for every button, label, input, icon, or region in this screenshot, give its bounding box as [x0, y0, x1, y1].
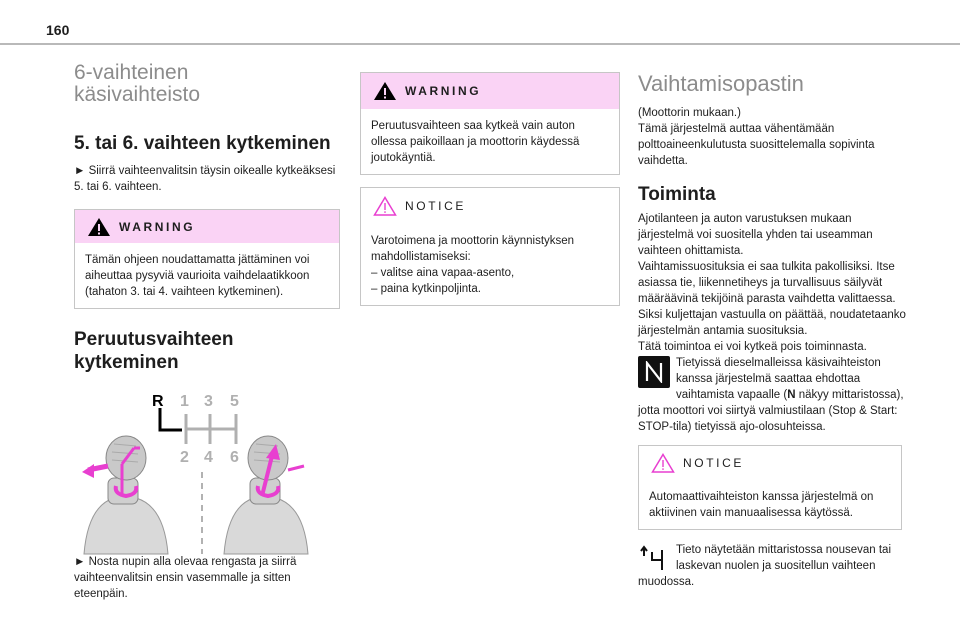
warning-icon	[373, 81, 397, 101]
subhead-reverse-line: Peruutusvaihteen	[74, 329, 234, 350]
warning-header	[361, 73, 619, 109]
section-title-line: 6-vaihteinen	[74, 61, 189, 84]
notice-box	[360, 187, 620, 306]
toiminta-paragraph: Ajotilanteen ja auton varustuksen mukaan järjestelmä voi suositella yhden tai useamman vaihteen ohittamista. Vaihtamissuosituksia ei saa tulkita pakollisiksi. Itse asiassa tie, liikennetiheys ja turvallisuus säilyvät määräävinä tekijöinä parasta vaihdetta valittaessa. Siksi kuljettajan vastuulla on päättää, noudatetaanko järjestelmän antamia suosituksia. Tätä toimintoa ei voi kytkeä pois toiminnasta.	[638, 213, 906, 353]
notice-body	[361, 224, 619, 305]
warning-title: WARNING	[405, 84, 482, 98]
neutral-note-end: näkyy mittaristossa), jotta moottori voi siirtyä valmiustilaan (Stop & Start: STOP-tila) tietyissä ajo-olosuhteissa.	[638, 389, 904, 433]
section-title	[74, 62, 340, 106]
warning-header	[75, 210, 339, 243]
column-3	[638, 73, 908, 590]
gear-label-6: 6	[230, 449, 239, 466]
display-note-text: Tieto näytetään mittaristossa nousevan tai laskevan nuolen ja suositellun vaihteen muodossa.	[638, 544, 891, 588]
gear-indicator-icon	[638, 544, 670, 574]
column-2	[360, 72, 620, 306]
intro-text: (Moottorin mukaan.) Tämä järjestelmä auttaa vähentämään polttoaineenkulutusta suosittelemalla sopivinta vaihdetta.	[638, 107, 875, 167]
notice-text: Automaattivaihteiston kanssa järjestelmä on aktiivinen vain manuaalisessa käytössä.	[649, 491, 874, 519]
display-note	[638, 542, 908, 590]
notice-icon	[373, 196, 397, 216]
warning-text: Peruutusvaihteen saa kytkeä vain auton ollessa paikoillaan ja moottorin käydessä joutokäyntiä.	[371, 120, 580, 164]
neutral-note	[638, 355, 908, 435]
notice-header	[639, 446, 901, 480]
warning-box	[74, 209, 340, 309]
gear-label-1: 1	[180, 393, 189, 410]
notice-box	[638, 445, 902, 530]
gear-label-5: 5	[230, 393, 239, 410]
gear-label-3: 3	[204, 393, 213, 410]
gear-label-r: R	[152, 393, 164, 410]
reverse-instruction: ► Nosta nupin alla olevaa rengasta ja siirrä vaihteenvalitsin ensin vasemmalle ja sitten eteenpäin.	[74, 556, 297, 600]
warning-text: Tämän ohjeen noudattamatta jättäminen voi aiheuttaa pysyviä vaurioita vaihdelaatikkoon (tahaton 3. tai 4. vaihteen kytkeminen).	[85, 254, 310, 298]
header-rule	[0, 43, 960, 45]
notice-icon	[651, 453, 675, 473]
gearshift-diagram	[74, 386, 340, 556]
notice-item: – valitse aina vapaa-asento,	[371, 267, 515, 279]
column-1	[74, 62, 340, 602]
section-title-line: käsivaihteisto	[74, 83, 201, 106]
neutral-note-start: Tietyissä dieselmalleissa käsivaihteiston kanssa järjestelmä saattaa ehdottaa vaihtamista vapaalle (	[676, 357, 881, 401]
notice-item: – paina kytkinpoljinta.	[371, 283, 481, 295]
neutral-note-n: N	[787, 389, 796, 401]
warning-title: WARNING	[119, 219, 196, 234]
notice-header	[361, 188, 619, 224]
notice-title: NOTICE	[405, 199, 466, 213]
warning-box	[360, 72, 620, 175]
gear-pattern-svg	[74, 386, 340, 556]
instruction-5-6: ► Siirrä vaihteenvalitsin täysin oikealle kytkeäksesi 5. tai 6. vaihteen.	[74, 165, 336, 193]
warning-icon	[87, 217, 111, 237]
gear-label-4: 4	[204, 449, 213, 466]
neutral-n-icon	[638, 356, 670, 388]
subhead-toiminta: Toiminta	[638, 184, 716, 205]
gear-knob-left	[82, 436, 168, 554]
section-title: Vaihtamisopastin	[638, 71, 804, 96]
subhead-5-6: 5. tai 6. vaihteen kytkeminen	[74, 133, 331, 154]
subhead-reverse	[74, 328, 340, 374]
page-number: 160	[46, 22, 70, 38]
gear-label-2: 2	[180, 449, 189, 466]
subhead-reverse-line: kytkeminen	[74, 352, 179, 373]
notice-title: NOTICE	[683, 456, 744, 470]
notice-intro: Varotoimena ja moottorin käynnistyksen mahdollistamiseksi:	[371, 235, 575, 263]
